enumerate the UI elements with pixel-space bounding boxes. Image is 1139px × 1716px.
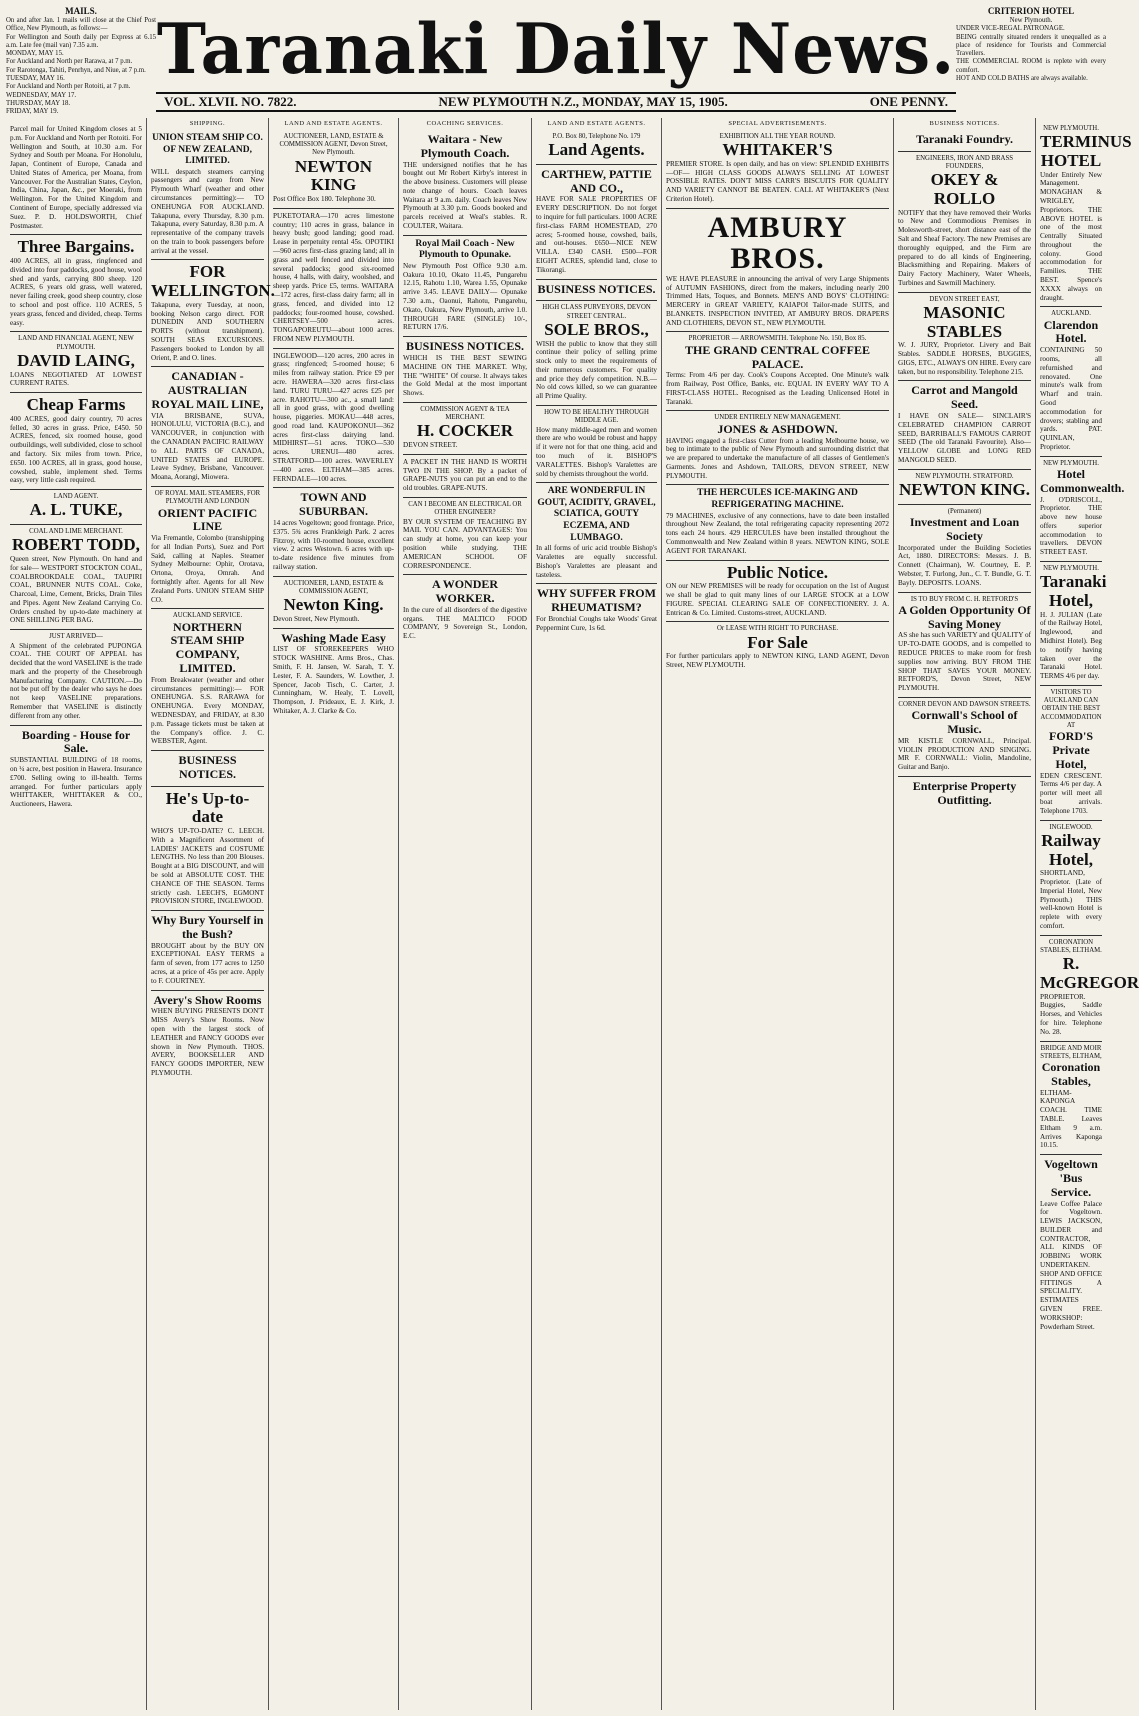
advertisement [666,209,889,333]
ad-subheading: COAL AND LIME MERCHANT. [29,528,123,536]
ad-heading: FOR WELLINGTON. [151,262,275,301]
criterion-sub: New Plymouth. [1009,16,1053,24]
ad-heading: A. L. TUKE, [29,500,123,520]
ad-body: For further particulars apply to NEWTON KING, LAND AGENT, Devon Street, NEW PLYMOUTH. [666,652,889,670]
ad-subheading: ENGINEERS, IRON AND BRASS FOUNDERS, [915,154,1014,170]
ad-heading: UNION STEAM SHIP CO. OF NEW ZEALAND, LIMITED. [152,132,263,167]
advertisement [403,130,527,236]
ad-body: ELTHAM-KAPONGA COACH. TIME TABLE. Leaves Eltham 9 a.m. Arrives Kaponga 10.15. [1040,1088,1102,1150]
ad-heading: SOLE BROS., [544,319,649,339]
ad-body: EDEN CRESCENT. Terms 4/6 per day. A porter will meet all boat arrivals. Telephone 1703. [1040,771,1102,815]
ad-body: VIA BRISBANE, SUVA, HONOLULU, VICTORIA (B.C.), and VANCOUVER, in conjunction with the CANADIAN PACIFIC RAILWAY to ALL PARTS OF CANADA, UNITED STATES and EUROPE. Leave Sydney, Brisbane, Vancouver. Moana, Aorangi, Miowera. [151,411,264,482]
ad-body: BY OUR SYSTEM OF TEACHING BY MAIL YOU CAN. ADVANTAGES: You can study at home, you can keep your position while studying. THE AMERICAN SCHOOL OF CORRESPONDENCE. [403,517,527,570]
advertisement [1040,457,1125,562]
ad-body: WE HAVE PLEASURE in announcing the arrival of very Large Shipments of AUTUMN FASHIONS, direct from the makers, including nearly 200 Trimmed Hats, Toques, and Bonnets. MEN'S AND BOYS' CLOTHING: MERCERY in GREAT VARIETY, KAIAPOI Tailor-made SUITS, and BLANKETS. INSPECTION INVITED, AT AMBURY BROS. DRAPERS AND CLOTHIERS, DEVON ST., NEW PLYMOUTH. [666,274,889,327]
column-6 [662,118,894,1710]
ad-heading: ROBERT TODD, [12,535,140,555]
ad-subheading: HIGH CLASS PURVEYORS, DEVON STREET CENTRAL. [542,304,651,320]
ad-subheading: LAND AGENT. [53,493,99,501]
ad-heading: Hotel Commonwealth. [1040,466,1125,495]
ad-subheading: BRIDGE AND MOIR STREETS, ELTHAM, [1040,1044,1102,1060]
advertisement [273,577,394,629]
ear-line: On and after Jan. 1 mails will close at the Chief Post Office, New Plymouth, as follows:— [6,16,156,33]
advertisement [1040,686,1102,821]
column-heading: SHIPPING. [189,120,226,127]
column-heading: LAND AND ESTATE AGENTS. [547,120,646,127]
advertisement [1040,1042,1102,1156]
ad-body: Leave Coffee Palace for Vogeltown. LEWIS JACKSON, BUILDER and CONTRACTOR, ALL KINDS OF JOBBING WORK UNDERTAKEN. SHOP AND OFFICE FITTINGS A SPECIALITY. ESTIMATES GIVEN FREE. WORKSHOP: Powderham Street. [1040,1199,1102,1331]
ad-heading: ARE WONDERFUL IN GOUT, ACIDITY, GRAVEL, SCIATICA, GOUTY ECZEMA, AND LUMBAGO. [537,486,656,543]
place-date: NEW PLYMOUTH N.Z., MONDAY, MAY 15, 1905. [438,94,728,110]
advertisement [666,622,889,674]
columns [6,118,1139,1710]
ad-subheading: UNDER ENTIRELY NEW MANAGEMENT. [714,414,841,422]
ad-body: WILL despatch steamers carrying passengers and cargo from New Plymouth Wharf (weather and other circumstances permitting):— TO ONEHUNGA FOR AUCKLAND. Takapuna, every Thursday, 8.30 p.m. Takapuna, every Saturday, 8.30 p.m. A representative of the company travels on the train to book passengers before arrival at the vessel. [151,167,264,255]
ad-body: From Breakwater (weather and other circumstances permitting):— FOR ONEHUNGA. S.S. RARAWA for ONEHUNGA. Every MONDAY, WEDNESDAY, and FRIDAY, at 8.30 p.m. Passage tickets must be taken at the Company's office. J. C. WEBSTER, Agent. [151,675,264,746]
ad-subheading: (Permanent) [947,507,982,515]
ad-body: NOTIFY that they have removed their Works to New and Commodious Premises in Molesworth-street, short distance east of the Salt and Sheaf Factory. The new Premises are thoroughly equipped, and the Firm are prepared to do all kinds of Engineering, Blacksmithing and Repairing. Makers of Dairy Factory Machinery, Water Wheels, Turbines and Sawmill Machinery. [898,208,1031,287]
ear-line: For Auckland and North per Rotoiti, at 7 p.m. [6,83,131,91]
mails-heading: MAILS. [65,6,97,16]
ad-heading: For Sale [747,632,808,652]
advertisement [666,332,889,411]
ad-body: 14 acres Vogeltown; good frontage. Price, £375. 5¾ acres Frankleigh Park. 2 acres Fitzroy, with 10-roomed house, excellent view. 2 acres Westown. 6 acres with up-to-date residence five minutes from railway station. [273,518,394,571]
advertisement [536,280,657,302]
advertisement [151,609,264,751]
ad-heading: Washing Made Easy [281,630,386,645]
advertisement [666,130,889,209]
ad-body: How many middle-aged men and women there are who would be robust and happy if it were not for that one thing, acid and too much of it. BISHOP'S VARALETTES. Bishop's Varalettes are sold by chemists throughout the world. [536,425,657,478]
ad-subheading: PROPRIETOR — ARROWSMITH. Telephone No. 150, Box 85. [688,335,867,343]
ad-heading: WHITAKER'S [722,140,833,160]
ad-body: DEVON STREET. [403,441,458,450]
ad-heading: Carrot and Mangold Seed. [911,383,1018,412]
column-3 [269,118,399,1710]
advertisement [151,787,264,911]
ad-body: A Shipment of the celebrated PUPONGA COAL. THE COURT OF APPEAL has decided that the word VASELINE is the trade mark and the property of the Chesebrough Manufacturing Company. CAUTION.—Do not be put off by the dealer who says he does not keep VASELINE preparations. Remember that VASELINE is distinctly different from any other. [10,641,142,720]
advertisement [1040,562,1107,686]
ear-line: For Auckland and North per Rarawa, at 7 p.m. [6,58,133,66]
ad-body: For Bronchial Coughs take Woods' Great Peppermint Cure, 1s 6d. [536,614,657,632]
ad-subheading: CORNER DEVON AND DAWSON STREETS. [898,700,1031,708]
advertisement [10,332,142,393]
advertisement [10,630,142,725]
ad-subheading: HOW TO BE HEALTHY THROUGH MIDDLE AGE. [544,409,649,425]
ad-subheading: OF ROYAL MAIL STEAMERS, FOR PLYMOUTH AND LONDON [154,489,261,506]
advertisement [151,751,264,787]
advertisement [898,293,1031,382]
column-2 [147,118,275,1710]
ad-body: PREMIER STORE. Is open daily, and has on view: SPLENDID EXHIBITS —OF— HIGH CLASS GOODS ALWAYS SELLING AT LOWEST POSSIBLE RATES. DON'T MISS CARR'S BISCUITS FOR QUALITY AND VARIETY CANNOT BE BEATEN. CALL AT WHITAKER'S (Next Criterion Hotel). [666,159,889,204]
ad-heading: Clarendon Hotel. [1043,317,1099,346]
ear-line: THURSDAY, MAY 18. [6,99,71,107]
advertisement [898,130,1031,152]
ad-heading: Royal Mail Coach - New Plymouth to Opunake. [415,238,515,261]
ad-heading: Taranaki Hotel, [1040,572,1107,610]
mails-ear [6,6,156,114]
ear-line: BEING centrally situated renders it unequalled as a place of residence for Tourists and Commercial Travellers. [956,33,1106,58]
ad-body: THE undersigned notifies that he has bought out Mr Robert Kirby's interest in the above business. Customers will please note change of hours. Coach leaves Waitara at 9 a.m. daily. Coach leaves New Plymouth at 3.30 p.m. Goods booked and parcels received at Weal's stables. R. COULTER, Waitara. [403,160,527,230]
advertisement [403,575,527,645]
advertisement [898,152,1031,293]
ad-heading: THE GRAND CENTRAL COFFEE PALACE. [684,342,871,371]
ad-subheading: NEW PLYMOUTH. [1043,459,1099,467]
advertisement [273,629,394,720]
ad-body: Incorporated under the Building Societies Act, 1880. DIRECTORS: Messrs. J. B. Connett (Chairman), W. Courtney, E. P. Webster, T. Furlong, Jun., C. T. Bundle, G. T. Bayly. DEPOSITS. LOANS. [898,543,1031,587]
ad-heading: H. COCKER [416,421,514,441]
dateline [156,92,956,112]
column-4 [399,118,532,1710]
ad-heading: BUSINESS NOTICES. [405,339,525,354]
ad-heading: CANADIAN - AUSTRALIAN ROYAL MAIL LINE, [151,369,264,411]
ad-body: I HAVE ON SALE— SINCLAIR'S CELEBRATED CHAMPION CARROT SEED, BARRIBALL'S FAMOUS CARROT SEED (The old Taranaki Favourite). Also— YELLOW GLOBE and LONG RED MANGOLD SEED. [898,412,1031,464]
ad-body: Takapuna, every Tuesday, at noon, booking Nelson cargo direct. FOR DUNEDIN AND SOUTHERN PORTS (without transhipment). SOUTH SEAS EXCURSIONS. Passengers booked to London by all Orient, P. and O. lines. [151,300,264,362]
ad-heading: Enterprise Property Outfitting. [912,778,1017,807]
ad-heading: A Golden Opportunity Of Saving Money [898,602,1031,631]
newspaper-title: Taranaki Daily News. [156,8,956,90]
ad-body: BROUGHT about by the BUY ON EXCEPTIONAL EASY TERMS a farm of seven, from 177 acres to 1250 acres, at a price of 45s per acre. Apply to F. COURTNEY. [151,941,264,985]
advertisement [1040,122,1132,307]
ad-heading: DAVID LAING, [17,350,135,370]
ad-heading: Cornwall's School of Music. [911,708,1018,736]
ad-body: WHICH IS THE BEST SEWING MACHINE ON THE MARKET. Why, THE "WHITE" Of course. It always takes the Gold Medal at the most important Shows. [403,353,527,398]
advertisement [151,130,264,261]
ad-heading: TERMINUS HOTEL [1040,132,1132,170]
column-5 [532,118,662,1710]
advertisement [666,485,889,560]
ad-heading: Investment and Loan Society [909,515,1020,543]
column-heading: BUSINESS NOTICES. [929,120,1000,127]
advertisement [403,236,527,337]
ad-heading: Coronation Stables, [1041,1060,1101,1088]
advertisement [1040,307,1102,456]
criterion-lines [956,25,1106,83]
masthead [6,6,1106,116]
ad-body: MR KISTLE CORNWALL, Principal. VIOLIN PRODUCTION AND SINGING. MR F. CORNWALL: Violin, Mandoline, Guitar and Banjo. [898,736,1031,772]
advertisement [151,991,264,1082]
ad-body: AS she has such VARIETY and QUALITY of UP-TO-DATE GOODS, and is compelled to REDUCE PRICES to make room for fresh supplies now arriving. BUY FROM THE SHOP THAT SAVES YOUR MONEY. RETFORD'S, Devon Street, NEW PLYMOUTH. [898,631,1031,693]
ear-line: For Wellington and South daily per Express at 6.15 a.m. Late fee (mail van) 7.35 a.m. [6,33,156,49]
ad-subheading: EXHIBITION ALL THE YEAR ROUND. [719,132,836,140]
ad-heading: Waitara - New Plymouth Coach. [420,131,510,160]
advertisement [898,593,1031,698]
newspaper-page [6,6,1139,1710]
ad-body: H. J. JULIAN (Late of the Railway Hotel, Inglewood, and Midhirst Hotel). Beg to notify having taken over the Taranaki Hotel. TERMS 4/6 per day. [1040,610,1102,681]
advertisement [898,777,1031,812]
ad-heading: THE HERCULES ICE-MAKING AND REFRIGERATING MACHINE. [697,488,858,511]
column-heading: LAND AND ESTATE AGENTS. [284,120,383,127]
advertisement [273,130,394,209]
ad-subheading: VISITORS TO AUCKLAND CAN OBTAIN THE BEST ACCOMMODATION AT [1040,688,1102,729]
advertisement [1040,821,1102,936]
ad-heading: Cheap Farms [26,395,126,415]
advertisement [403,337,527,403]
column-8 [1036,118,1139,1710]
ad-heading: NORTHERN STEAM SHIP COMPANY, LIMITED. [170,619,245,676]
ear-line: TUESDAY, MAY 16. [6,74,65,82]
ad-body: Under Entirely New Management. MONAGHAN & WRIGLEY, Proprietors. THE ABOVE HOTEL is one of the most Centrally Situated throughout the colony. Good accommodation for Families. THE BEST. Spence's XXXX always on draught. [1040,170,1102,302]
advertisement [898,381,1031,469]
ad-body: 400 ACRES, good dairy country, 70 acres felled, 30 acres in grass. Price, £450. 50 ACRES, fenced, six roomed house, good outbuildings, well subdivided, close to school and factory. Six miles from town. Price, £650. 100 ACRES, all in grass, good house, cowshed, stable, implement shed. Terms easy, very little cash required. [10,414,142,485]
ear-line: WEDNESDAY, MAY 17. [6,91,77,99]
ad-heading: R. McGREGOR [1040,954,1139,992]
ad-heading: Vogeltown 'Bus Service. [1044,1157,1098,1199]
ad-body: WHO'S UP-TO-DATE? C. LEECH. With a Magnificent Assortment of LADIES' JACKETS and COSTUME LENGTHS. No less than 200 Blouses. Bought at a BIG DISCOUNT, and will be sold at ABSOLUTE COST. THE CHANCE OF THE SEASON. Terms strictly cash. LEECH'S, EGMONT PROVISION STORE, INGLEWOOD. [151,827,264,906]
ad-body: J. O'DRISCOLL, Proprietor. THE above new house offers superior accommodation to travellers. DEVON STREET EAST. [1040,495,1102,557]
ad-heading: Three Bargains. [17,237,135,257]
ad-body: CONTAINING 50 rooms, all refurnished and renovated. One minute's walk from Wharf and train. Good accommodation for drovers; stabling and yards. PAT. QUINLAN, Proprietor. [1040,346,1102,451]
ad-body: WISH the public to know that they still continue their policy of selling prime stock only to meet the requirements of their numerous customers. For quality and price they defy competition. N.B.—No old cows killed, so we can guarantee all Prime Quality. [536,339,657,401]
ad-body: SHORTLAND, Proprietor. (Late of Imperial Hotel, New Plymouth.) THIS well-known Hotel is replete with every comfort. [1040,869,1102,930]
advertisement [10,393,142,490]
ad-heading: NEWTON KING [294,156,373,195]
ad-subheading: CORONATION STABLES, ELTHAM. [1040,938,1102,954]
ear-line: HOT AND COLD BATHS are always available. [956,74,1088,82]
ad-heading: Newton King. [283,595,384,615]
advertisement [273,488,394,576]
ad-heading: AMBURY BROS. [707,210,848,276]
ear-line: MONDAY, MAY 15. [6,50,64,58]
ad-heading: BUSINESS NOTICES. [178,753,237,781]
ad-subheading: CAN I BECOME AN ELECTRICAL OR OTHER ENGINEER? [408,501,522,517]
advertisement [536,584,657,636]
ad-heading: Public Notice. [726,562,829,582]
advertisement [1040,1155,1102,1335]
advertisement [898,470,1031,505]
advertisement [536,130,657,165]
advertisement [151,911,264,991]
advertisement [10,525,142,630]
column-heading: COACHING SERVICES. [426,120,504,127]
ad-body: WHEN BUYING PRESENTS DON'T MISS Avery's Show Rooms. Now open with the largest stock of LEATHER and FANCY GOODS ever shown in New Plymouth. THOS. AVERY, BOOKSELLER AND FANCY GOODS IMPORTER, NEW PLYMOUTH. [151,1007,264,1077]
advertisement [536,165,657,280]
ad-body: LOANS NEGOTIATED AT LOWEST CURRENT RATES. [10,370,142,388]
ear-line: THE COMMERCIAL ROOM is replete with every comfort. [956,58,1106,74]
ad-body: Queen street, New Plymouth. On hand and for sale— WESTPORT STOCKTON COAL, COALBROOKDALE COAL, TAUPIRI COAL, BRUNNER NUTS COAL. Coke, Charcoal, Lime, Cement, Bricks, Drain Tiles and Pipes. Agent New Zealand Carrying Co. Orders crushed by up-to-date machinery at ONE SHILLING PER BAG. [10,555,142,625]
ad-body: A PACKET IN THE HAND IS WORTH TWO IN THE SHOP. By a packet of GRAPE-NUTS you can put an end to the old troubles. GRAPE-NUTS. [403,457,527,493]
advertisement [151,367,264,487]
advertisement [403,455,527,498]
ad-body: LIST OF STOREKEEPERS WHO STOCK WASHINE. Arms Bros., Chas. Smith, F. H. Jansen, W. Sarah, T. Y. Lester, F. A. Saunders, W. Lowther, J. Spencer, Jacob Tisch, C. Carter, J. Cunningham, W. Healy, T. Lovell, Thompson, J. Prideaux, E. J. Kirk, J. Whitaker, A. J. Clarke & Co. [273,645,394,715]
advertisement [536,406,657,483]
ad-heading: TOWN AND SUBURBAN. [298,490,368,519]
ad-subheading: NEW PLYMOUTH. STRATFORD. [915,472,1014,480]
ad-body: In all forms of uric acid trouble Bishop's Varalettes are equally successful. Bishop's Varalettes are pleasant and tasteless. [536,544,657,579]
price: ONE PENNY. [869,94,948,110]
advertisement [403,403,527,455]
criterion-hotel-ear [956,6,1106,114]
ad-heading: BUSINESS NOTICES. [537,281,656,296]
ad-subheading: AUCKLAND SERVICE. [172,612,243,620]
advertisement [10,490,142,525]
ad-heading: Land Agents. [548,140,645,160]
advertisement [273,349,394,489]
ad-body: In the cure of all disorders of the digestive organs. THE MALTICO FOOD COMPANY, 9 Sovereign St., London, E.C. [403,605,527,641]
ad-subheading: AUCTIONEER, LAND, ESTATE & COMMISSION AGENT, Devon Street, New Plymouth. [279,132,388,157]
ad-body: PROPRIETOR. Buggies, Saddle Horses, and Vehicles for hire. Telephone No. 28. [1040,992,1102,1036]
column-7 [894,118,1036,1710]
advertisement [403,498,527,575]
ear-line: FRIDAY, MAY 19. [6,108,59,116]
ear-line: UNDER VICE-REGAL PATRONAGE. [956,25,1065,33]
ad-subheading: Or LEASE WITH RIGHT TO PURCHASE. [716,625,839,633]
ad-body: PUKETOTARA—170 acres limestone country; 110 acres in grass, balance in heavy bush; good landing; good road. Lease in perpetuity rental 45s. OPOTIKI—960 acres first-class grazing land; all in grass and well fenced and divided into several paddocks; good six-roomed house, 4 halls, with dairy, woolshed, and sheep yards. Price £5, terms. WAITARA—172 acres, first-class dairy farm; all in grass, fenced, and divided into 12 paddocks; four-roomed house, cowshed. CHERTSEY—500 acres. TONGAPOREUTU—about 1000 acres. FROM NEW PLYMOUTH. [273,211,394,343]
ad-heading: Railway Hotel, [1041,830,1101,869]
advertisement [273,209,394,349]
ad-heading: A WONDER WORKER. [431,577,499,606]
ad-body: INGLEWOOD—120 acres, 200 acres in grass; ringfenced; 5-roomed house; 6 miles from railway station. Price £9 per acre. HAWERA—320 acres first-class land. TURU TURU—427 acres £25 per acre. RAHOTU—300 ac., a small land: all in good grass, with good dwelling house, piggeries. MOKAU—448 acres, good road land. KAUPOKONUI—362 acres first-class dairying land. MIDHIRST—51 acres. TOKO—530 acres. URENUI—480 acres. STRATFORD—100 acres. WAVERLEY—400 acres. ELTHAM—385 acres. FERNDALE—100 acres. [273,351,394,483]
ad-heading: Boarding - House for Sale. [21,727,131,756]
advertisement [898,505,1031,593]
ad-body: 79 MACHINES, exclusive of any connections, have to date been installed throughout New Zealand, the total refrigerating capacity representing 2072 tons each 24 hours. 429 HERCULES have been installed throughout the Commonwealth and New Zealand within 8 years. NEWTON KING, SOLE AGENT FOR TARANAKI. [666,511,889,555]
ad-heading: Taranaki Foundry. [916,131,1013,146]
ad-body: 400 ACRES, all in grass, ringfenced and divided into four paddocks, good house, wool shed and yards, carrying 800 sheep. 120 ACRES, 6 years old grass, well watered, never failing creek, good sheep country, close to school and post office. 110 ACRES, 5 years grass, fenced and divided, cheap. Terms easy. [10,257,142,327]
ad-subheading: JUST ARRIVED— [49,633,103,641]
advertisement [898,698,1031,777]
ad-heading: ORIENT PACIFIC LINE [157,505,258,534]
ad-subheading: IS TO BUY FROM C. H. RETFORD'S [910,595,1019,603]
advertisement [151,487,264,609]
volume-number: VOL. XLVII. NO. 7822. [164,94,297,110]
ad-body: New Plymouth Post Office 9.30 a.m. Oakura 10.10, Okato 11.45, Pungarehu 12.15, Rahotu 1.10, Warea 1.55, Opunake arrive 3.45. LEAVE DAILY— Opunake 7.30 a.m., Oaonui, Rahotu, Pungarehu, Okato, Oakura, New Plymouth, arrive 1.0. THROUGH FARE (SINGLE) 10/-, RETURN 17/6. [403,261,527,332]
ad-heading: He's Up-to-date [165,788,250,827]
ad-heading: NEWTON KING. [899,480,1030,500]
ad-subheading: P.O. Box 80, Telephone No. 179 [552,132,641,140]
ad-body: HAVING engaged a first-class Cutter from a leading Melbourne house, we beg to intimate to the public of New Plymouth and surrounding district that we are prepared to undertake the manufacture of all classes of Gentlemen's Garments. Jones and Ashdown, TAILORS, DEVON STREET, NEW PLYMOUTH. [666,436,889,480]
advertisement [536,301,657,406]
ad-subheading: AUCTIONEER, LAND, ESTATE & COMMISSION AGENT, [283,579,384,595]
mails-lines [6,17,156,116]
criterion-heading: CRITERION HOTEL [987,6,1075,16]
advertisement [10,235,142,332]
ad-body: SUBSTANTIAL BUILDING of 18 rooms, on ¼ acre, best position in Hawera. Insurance £700. Selling owing to ill-health. Terms arranged. For further particulars apply WHITTAKER, WHITTAKER & CO., Auctioneers, Hawera. [10,756,142,809]
ad-heading: WHY SUFFER FROM RHEUMATISM? [537,586,656,615]
ad-body: W. J. JURY, Proprietor. Livery and Bait Stables. SADDLE HORSES, BUGGIES, GIGS, ETC., ALWAYS ON HIRE. Every care taken, but no responsibility. Telephone 215. [898,341,1031,376]
advertisement [536,483,657,584]
ad-subheading: LAND AND FINANCIAL AGENT, NEW PLYMOUTH. [18,335,134,351]
ad-subheading: COMMISSION AGENT & TEA MERCHANT. [420,405,510,422]
ad-subheading: NEW PLYMOUTH. [1043,125,1099,132]
ad-subheading: DEVON STREET EAST, [929,295,1000,303]
ad-heading: OKEY & ROLLO [930,170,999,208]
advertisement [666,561,889,623]
ad-heading: Why Bury Yourself in the Bush? [151,913,264,941]
ad-subheading: AUCKLAND. [1051,310,1091,318]
column-heading: SPECIAL ADVERTISEMENTS. [728,120,827,127]
ad-subheading: NEW PLYMOUTH. [1043,564,1099,572]
ad-body: ON our NEW PREMISES will be ready for occupation on the 1st of August we shall be glad to quit many lines of our LARGE STOCK at a LOW FIGURE. SPECIAL CLEARING SALE OF CONFECTIONERY. J. A. Entrican & Co. Limited. Customs-street, AUCKLAND. [666,582,889,617]
advertisement [10,726,142,813]
advertisement [151,260,275,367]
column-1 [6,118,147,1710]
ad-body: Parcel mail for United Kingdom closes at 5 p.m. For Auckland and North per Rotoiti. For Wellington and South, at 10.30 a.m. For Sydney and South per Moana. For Honolulu, Japan, Continent of Europe, Canada and United States of America, per Moana, from Vancouver. For the Australian States, Ceylon, India, China, Japan, &c., per Moeraki, from Wellington. For the United Kingdom and Continent of Europe, specially addressed via Suez. P. D. HOLDSWORTH, Chief Postmaster. [10,125,142,230]
ad-heading: FORD'S Private Hotel, [1048,729,1093,771]
ad-body: Post Office Box 180. Telephone 30. [273,195,376,204]
advertisement [1040,936,1139,1042]
ad-heading: JONES & ASHDOWN. [717,421,838,436]
ad-heading: MASONIC STABLES [923,302,1006,341]
advertisement [10,122,142,235]
ad-body: Devon Street, New Plymouth. [273,614,360,623]
ad-heading: Avery's Show Rooms [153,992,262,1007]
ad-body: Terms: From 4/6 per day. Cook's Coupons Accepted. One Minute's walk from Railway, Post Office, Banks, etc. EQUAL IN EVERY WAY TO A FIRST-CLASS HOTEL. Recognised as the Leading Unlicensed Hotel in Taranaki. [666,371,889,406]
ad-subheading: INGLEWOOD. [1049,823,1093,831]
ad-heading: CARTHEW, PATTIE AND CO., [541,166,652,195]
ear-line: For Rarotonga, Tahiti, Penrhyn, and Niue, at 7 p.m. [6,66,146,74]
advertisement [666,411,889,485]
ad-body: HAVE FOR SALE PROPERTIES OF EVERY DESCRIPTION. Do not forget to inquire for full particulars. 1000 ACRE first-class FARM HOMESTEAD, 270 acres; 5-roomed house, cowshed, bails, and out-houses. £650—NICE NEW VILLA. £340 CASH. £500—FOR EIGHT ACRES, splendid land, close to Tikorangi. [536,195,657,274]
ad-body: Via Fremantle, Colombo (transhipping for all Indian Ports), Suez and Port Said, calling at Naples. Steamer Sydney Melbourne: Ophir, Orotava, Ortona, Oroya, Omrah. And fortnightly after. Agents for all New Zealand Ports. UNION STEAM SHIP CO. [151,534,264,604]
